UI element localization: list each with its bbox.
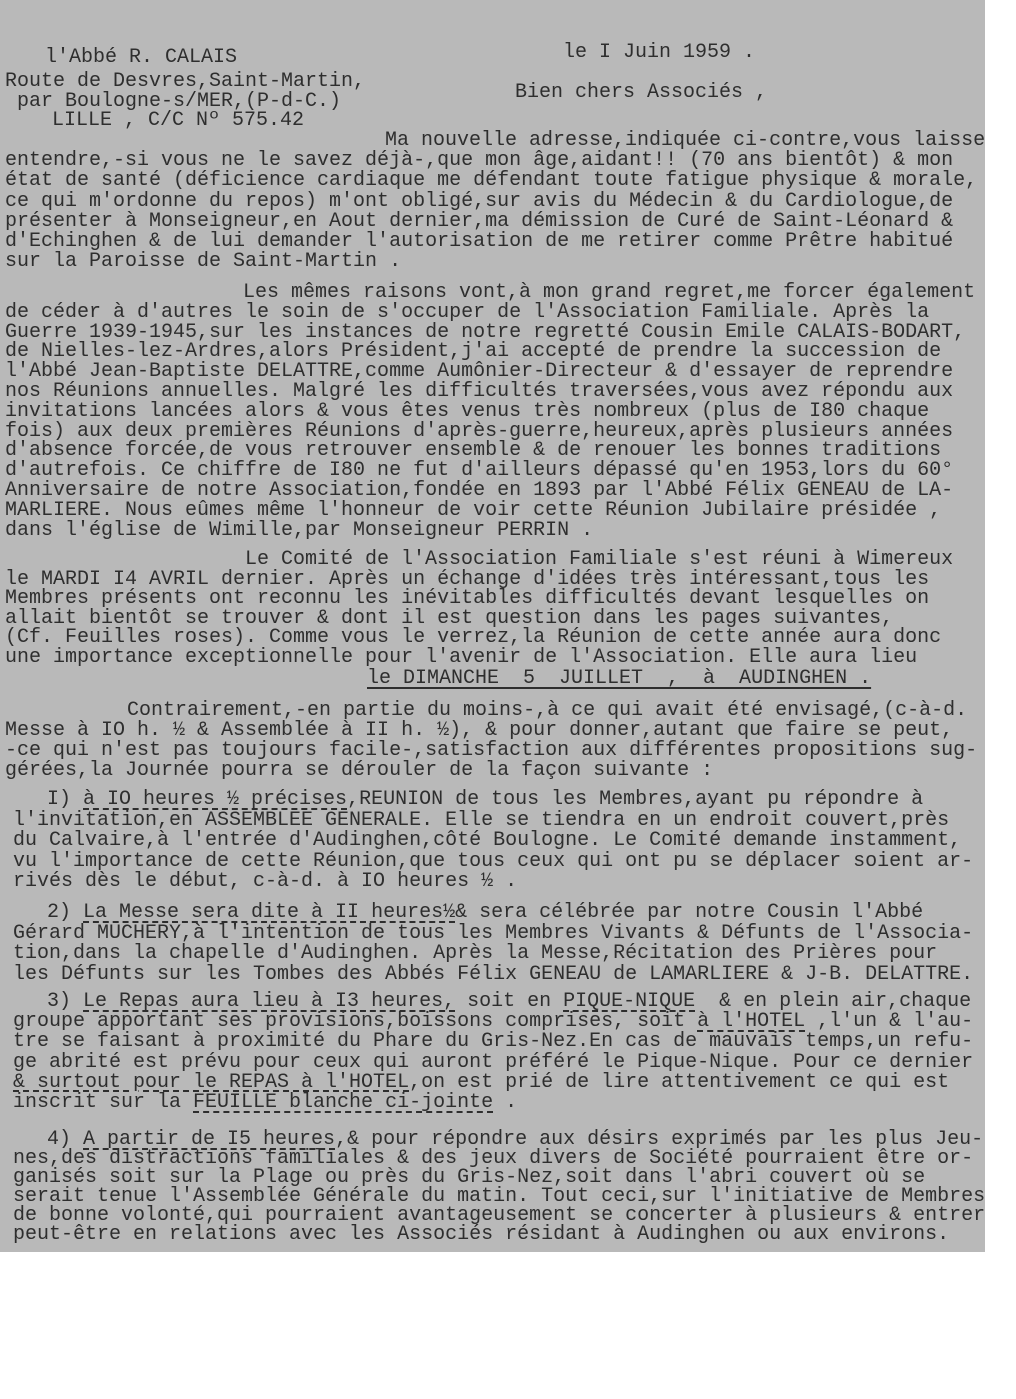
underlined-text: FEUILLE blanche ci-jointe xyxy=(193,1091,494,1115)
text-segment: groupe apportant ses provisions,boissons comprises, soit xyxy=(13,1010,698,1034)
text-line xyxy=(13,1050,974,1074)
text-line xyxy=(13,944,937,965)
text-segment: de bonne volonté,qui pourraient avantageusement se concerter à plusieurs & entrer xyxy=(13,1204,986,1227)
underlined-text: à IO heures ½ précises xyxy=(83,788,348,811)
programme-item-4 xyxy=(13,1130,985,1244)
text-segment: I) xyxy=(47,788,84,811)
text-segment: ,& pour répondre aux désirs exprimés par les plus Jeu- xyxy=(335,1128,984,1151)
paragraph-2 xyxy=(5,283,975,540)
text-segment: ,on est prié de lire attentivement ce qui est xyxy=(409,1070,950,1094)
text-segment: peut-être en relations avec les Associés résidant à Audinghen ou aux environs. xyxy=(13,1223,950,1246)
text-line: Contrairement,-en partie du moins-,à ce qui avait été envisagé,(c-à-d. xyxy=(127,699,968,722)
text-line: fois) aux deux premières Réunions d'après-guerre,heureux,après plusieurs années xyxy=(5,419,954,443)
sender-account: LILLE , C/C Nº 575.42 xyxy=(52,109,305,132)
text-segment: serait tenue l'Assemblée Générale du matin. Tout ceci,sur l'initiative de Membres xyxy=(13,1185,986,1208)
text-line: d'absence forcée,de vous retrouver ensemble & de renouer les bonnes traditions xyxy=(5,439,942,463)
text-segment: ganisés soit sur la Plage ou près du Gris-Nez,soit dans l'abri couvert où se xyxy=(13,1166,926,1189)
underlined-text: & surtout pour le REPAS à l'HOTEL xyxy=(13,1070,410,1094)
text-line: invitations lancées alors & vous êtes venus très nombreux (plus de I80 chaque xyxy=(5,399,930,423)
text-segment: rivés dès le début, c-à-d. à IO heures ½ . xyxy=(13,870,518,894)
paragraph-3 xyxy=(5,550,953,668)
text-line: Messe à IO h. ½ & Assemblée à II h. ½), & pour donner,autant que faire se peut, xyxy=(5,719,954,742)
salutation: Bien chers Associés , xyxy=(515,81,768,104)
text-line: nos Réunions annuelles. Malgré les difficultés traversées,vous avez répondu aux xyxy=(5,379,954,403)
text-segment: ,l'un & l'au- xyxy=(805,1010,974,1034)
text-segment: tre se faisant à proximité du Phare du Gris-Nez.En cas de mauvais temps,un refu- xyxy=(13,1030,974,1054)
text-segment: 3) xyxy=(47,990,84,1013)
sender-name: l'Abbé R. CALAIS xyxy=(45,46,238,69)
text-segment: . xyxy=(493,1091,518,1115)
text-line: Membres présents ont reconnu les inévitables difficultés devant lesquelles on xyxy=(5,587,930,611)
text-line: présenter à Monseigneur,en Aout dernier,ma démission de Curé de Saint-Léonard & xyxy=(5,209,954,233)
text-line: Guerre 1939-1945,sur les instances de notre regretté Cousin Emile CALAIS-BODART, xyxy=(5,320,966,344)
text-segment: l'invitation,en ASSEMBLEE GENERALE. Elle se tiendra en un endroit couvert,près xyxy=(13,808,950,832)
text-line: ce qui m'ordonne du repos) m'ont obligé,sur avis du Médecin & du Cardiologue,de xyxy=(5,189,954,213)
text-segment: soit en xyxy=(455,990,564,1013)
text-line: Ma nouvelle adresse,indiquée ci-contre,vous laisse xyxy=(385,129,986,152)
text-line xyxy=(47,903,923,924)
text-segment: tion,dans la chapelle d'Audinghen. Après la Messe,Récitation des Prières pour xyxy=(13,942,938,966)
text-line xyxy=(13,1032,973,1052)
text-line: entendre,-si vous ne le savez déjà-,que mon âge,aidant!! (70 ans bientôt) & mon xyxy=(5,149,954,173)
text-line: Anniversaire de notre Association,fondée en 1893 par l'Abbé Félix GENEAU de LA- xyxy=(5,478,954,502)
text-line: -ce qui n'est pas toujours facile-,satisfaction aux différentes propositions sug- xyxy=(5,739,978,762)
event-date-line: le DIMANCHE 5 JUILLET , à AUDINGHEN . xyxy=(367,667,872,690)
text-line xyxy=(47,992,971,1012)
text-line: de céder à d'autres le soin de s'occuper de l'Association Familiale. Après la xyxy=(5,300,930,324)
text-line: dans l'église de Wimille,par Monseigneur PERRIN . xyxy=(5,518,594,542)
text-line: l'Abbé Jean-Baptiste DELATTRE,comme Aumônier-Directeur & d'essayer de reprendre xyxy=(5,360,954,384)
text-line xyxy=(13,808,950,832)
programme-item-3 xyxy=(13,992,973,1113)
text-line: Les mêmes raisons vont,à mon grand regret,me forcer également xyxy=(243,281,976,304)
text-line xyxy=(13,1012,973,1032)
underlined-text: A partir de I5 heures xyxy=(83,1128,336,1151)
text-line xyxy=(13,1093,517,1113)
text-line: une importance exceptionnelle pour l'avenir de l'Association. Elle aura lieu xyxy=(5,645,918,669)
text-line xyxy=(13,872,517,893)
text-line: sur la Paroisse de Saint-Martin . xyxy=(5,250,402,274)
text-line xyxy=(47,790,923,811)
text-line: d'Echinghen & de lui demander l'autorisation de me retirer comme Prêtre habitué xyxy=(5,230,954,254)
text-line xyxy=(13,831,961,852)
text-segment: ,REUNION de tous les Membres,ayant pu répondre à xyxy=(347,788,924,811)
underlined-text: La Messe sera dite à II heures½ xyxy=(83,901,456,924)
text-line: Le Comité de l'Association Familiale s'est réuni à Wimereux xyxy=(245,548,954,571)
text-line: état de santé (déficience cardiaque me défendant toute fatigue physique & morale, xyxy=(5,169,978,193)
text-segment: vu l'importance de cette Réunion,que tous ceux qui ont pu se déplacer soient ar- xyxy=(13,849,974,873)
text-line: le MARDI I4 AVRIL dernier. Après un échange d'idées très intéressant,tous les xyxy=(5,567,930,591)
text-segment: Gérard MUCHERY,à l'intention de tous les Membres Vivants & Défunts de l'Associa- xyxy=(13,921,974,945)
text-segment: & en plein air,chaque xyxy=(695,990,972,1013)
text-line xyxy=(13,1070,950,1094)
underlined-text: PIQUE-NIQUE xyxy=(563,990,696,1013)
text-line xyxy=(13,1225,949,1244)
text-segment: nes,des distractions familiales & des jeux divers de Société pourraient être or- xyxy=(13,1147,974,1170)
paragraph-4 xyxy=(5,701,977,781)
letter-date: le I Juin 1959 . xyxy=(563,41,756,64)
text-line xyxy=(13,849,974,873)
text-line xyxy=(13,921,974,945)
text-line: MARLIERE. Nous eûmes même l'honneur de voir cette Réunion Jubilaire présidée , xyxy=(5,498,942,522)
text-segment: ge abrité est prévu pour ceux qui auront préféré le Pique-Nique. Pour ce dernier xyxy=(13,1050,974,1074)
underlined-text: Le Repas aura lieu à I3 heures, xyxy=(83,990,456,1013)
sender-address-line-1: Route de Desvres,Saint-Martin, xyxy=(5,70,366,93)
text-line: d'autrefois. Ce chiffre de I80 ne fut d'ailleurs dépassé qu'en 1953,lors du 60° xyxy=(5,459,954,483)
text-segment: les Défunts sur les Tombes des Abbés Félix GENEAU de LAMARLIERE & J-B. DELATTRE. xyxy=(13,962,974,986)
text-segment: & sera célébrée par notre Cousin l'Abbé xyxy=(455,901,924,924)
programme-item-2 xyxy=(13,903,973,985)
text-line: (Cf. Feuilles roses). Comme vous le verrez,la Réunion de cette année aura donc xyxy=(5,626,942,650)
underlined-text: à l'HOTEL xyxy=(697,1010,806,1034)
text-segment: du Calvaire,à l'entrée d'Audinghen,côté Boulogne. Le Comité demande instamment, xyxy=(13,829,962,853)
text-line xyxy=(13,962,974,986)
text-line: allait bientôt se trouver & dont il est question dans les pages suivantes, xyxy=(5,606,894,630)
text-segment: 2) xyxy=(47,901,84,924)
text-segment: inscrit sur la xyxy=(13,1091,194,1115)
text-line: de Nielles-lez-Ardres,alors Président,j'ai accepté de prendre la succession de xyxy=(5,340,942,364)
text-segment: 4) xyxy=(47,1128,84,1151)
paragraph-1 xyxy=(5,131,985,272)
programme-item-1 xyxy=(13,790,973,893)
text-line: gérées,la Journée pourra se dérouler de la façon suivante : xyxy=(5,759,714,782)
sender-address-line-2: par Boulogne-s/MER,(P-d-C.) xyxy=(17,90,342,113)
